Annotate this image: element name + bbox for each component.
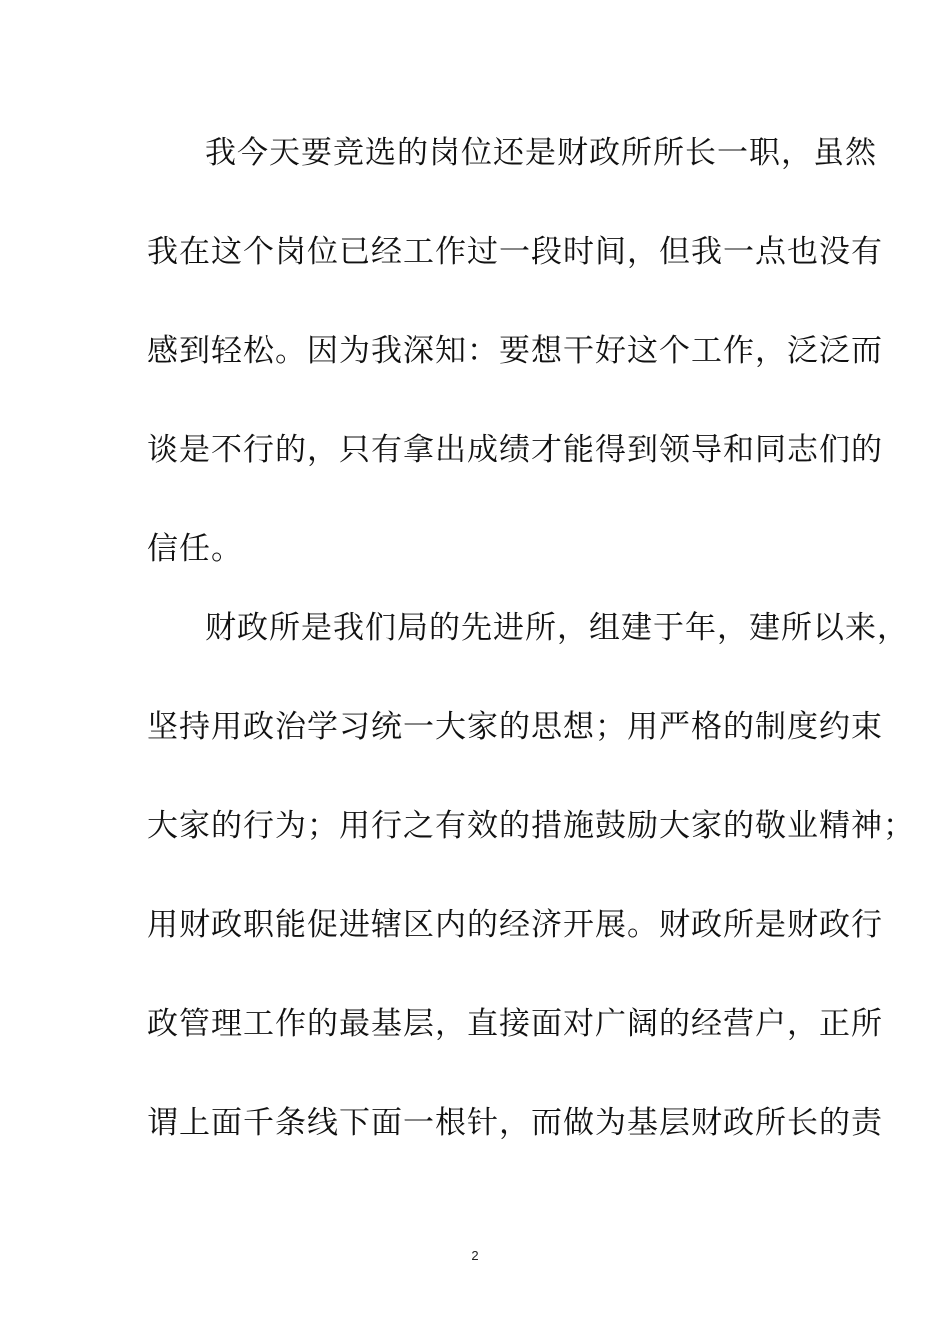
paragraph-1-line-4: 谈是不行的，只有拿出成绩才能得到领导和同志们的: [147, 432, 883, 468]
paragraph-2-line-2: 坚持用政治学习统一大家的思想；用严格的制度约束: [147, 709, 883, 745]
paragraph-2-line-6: 谓上面千条线下面一根针，而做为基层财政所长的责: [147, 1105, 883, 1141]
page-number: 2: [471, 1248, 479, 1263]
paragraph-1-line-2: 我在这个岗位已经工作过一段时间，但我一点也没有: [147, 234, 883, 270]
paragraph-1-line-1: 我今天要竞选的岗位还是财政所所长一职，虽然: [205, 135, 877, 171]
paragraph-2-line-1: 财政所是我们局的先进所，组建于年，建所以来，: [205, 610, 909, 646]
paragraph-2-line-5: 政管理工作的最基层，直接面对广阔的经营户，正所: [147, 1006, 883, 1042]
paragraph-2-line-3: 大家的行为；用行之有效的措施鼓励大家的敬业精神；: [147, 808, 915, 844]
paragraph-1-line-5: 信任。: [147, 531, 243, 567]
paragraph-1-line-3: 感到轻松。因为我深知：要想干好这个工作，泛泛而: [147, 333, 883, 369]
paragraph-2-line-4: 用财政职能促进辖区内的经济开展。财政所是财政行: [147, 907, 883, 943]
